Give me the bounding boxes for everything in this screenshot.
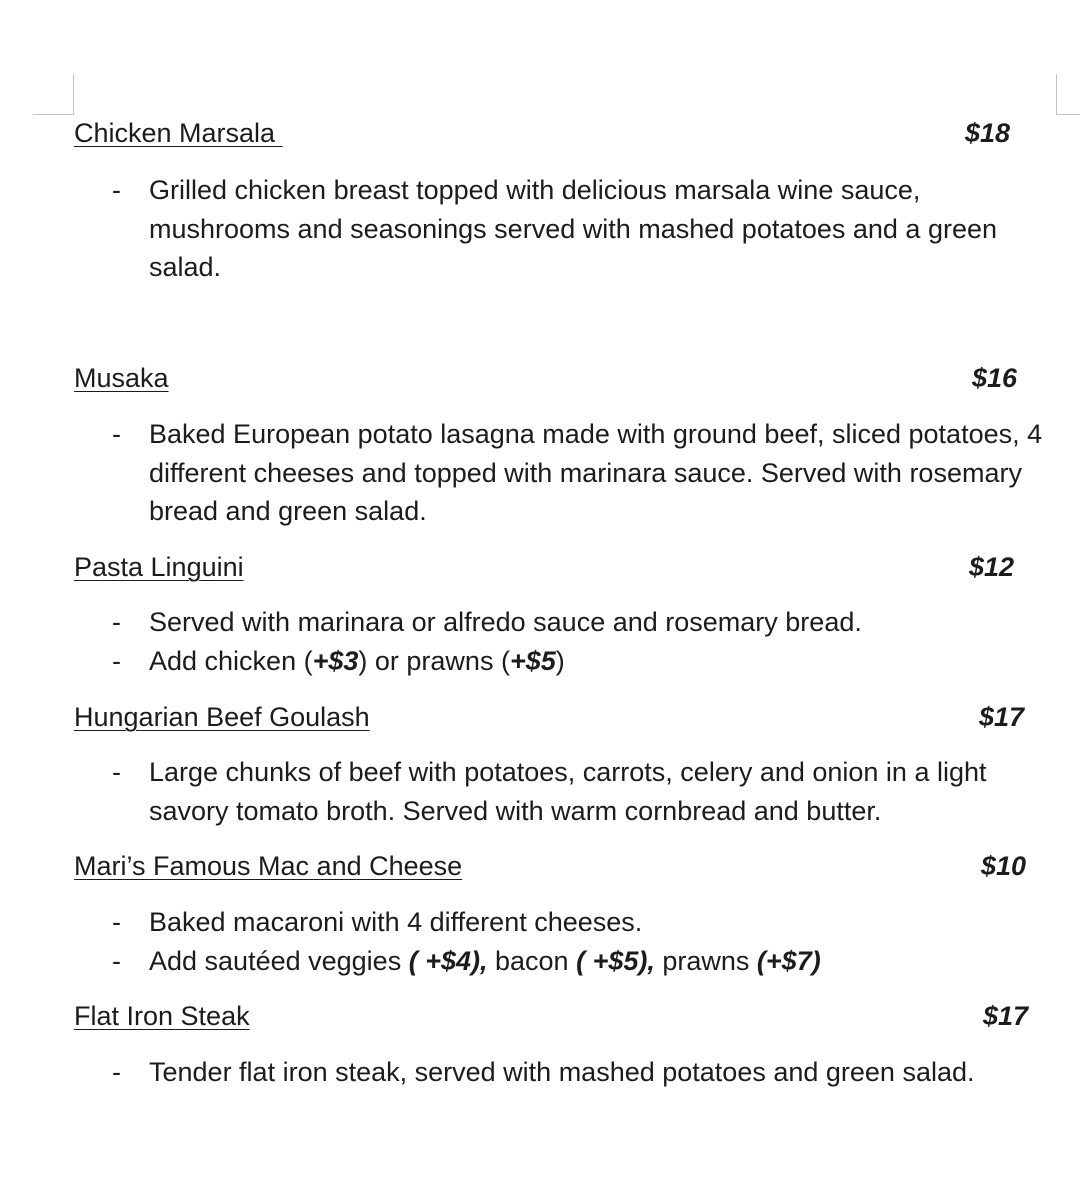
addon-price: +$5: [509, 646, 556, 676]
menu-item-name: Hungarian Beef Goulash: [74, 702, 370, 732]
description-text: Large chunks of beef with potatoes, carrots, celery and onion in a light savory tomato broth. Served with warm cornbread and butter.: [149, 757, 987, 826]
note-text: ) or prawns (: [358, 646, 510, 676]
menu-item-name: Mari’s Famous Mac and Cheese: [74, 851, 463, 881]
bullet-dash: -: [112, 646, 121, 676]
note-text: Add chicken (: [149, 646, 313, 676]
addon-price: ( +$5),: [576, 946, 655, 976]
note-text: Served with marinara or alfredo sauce and rosemary bread.: [149, 607, 862, 637]
note-text: bacon: [487, 946, 577, 976]
crop-mark-top-left: [33, 114, 74, 115]
bullet-dash: -: [112, 419, 121, 449]
menu-item-price: $10: [981, 851, 1027, 881]
menu-item-name: Pasta Linguini: [74, 552, 244, 582]
menu-item-price: $18: [965, 118, 1011, 148]
note-text: Add sautéed veggies: [149, 946, 409, 976]
description-text: Tender flat iron steak, served with mashed potatoes and green salad.: [149, 1057, 975, 1087]
description-text: Baked European potato lasagna made with ground beef, sliced potatoes, 4 different cheeses and topped with marinara sauce. Served with rosemary bread and green salad.: [149, 419, 1043, 527]
crop-mark-top-left: [73, 74, 74, 115]
note-text: ): [555, 646, 565, 676]
menu-item-name: Musaka: [74, 363, 169, 393]
addon-price: (+$7): [756, 946, 821, 976]
menu-item-description: [112, 171, 1049, 287]
menu-item-description: [112, 1053, 1049, 1092]
description-text: Grilled chicken breast topped with delicious marsala wine sauce, mushrooms and seasonings served with mashed potatoes and a green salad.: [149, 175, 998, 283]
menu-item-price: $17: [983, 1001, 1029, 1031]
note-text: Baked macaroni with 4 different cheeses.: [149, 907, 643, 937]
menu-item-description: [112, 415, 1059, 531]
menu-item-description: [112, 753, 1019, 830]
menu-item-name: Flat Iron Steak: [74, 1001, 250, 1031]
menu-item-note: [112, 903, 1049, 942]
note-text: prawns: [654, 946, 757, 976]
bullet-dash: -: [112, 907, 121, 937]
bullet-dash: -: [112, 1057, 121, 1087]
menu-item-note: [112, 603, 1049, 642]
menu-item-price: $16: [972, 363, 1018, 393]
crop-mark-top-right: [1056, 74, 1057, 115]
menu-item-price: $17: [979, 702, 1025, 732]
bullet-dash: -: [112, 757, 121, 787]
bullet-dash: -: [112, 946, 121, 976]
bullet-dash: -: [112, 175, 121, 205]
menu-item-addon-note: [112, 942, 1049, 981]
addon-price: +$3: [312, 646, 359, 676]
bullet-dash: -: [112, 607, 121, 637]
menu-item-price: $12: [969, 552, 1015, 582]
menu-item-addon-note: [112, 642, 1049, 681]
menu-item-name: Chicken Marsala: [74, 118, 283, 148]
addon-price: ( +$4),: [408, 946, 488, 976]
crop-mark-top-right: [1056, 114, 1080, 115]
